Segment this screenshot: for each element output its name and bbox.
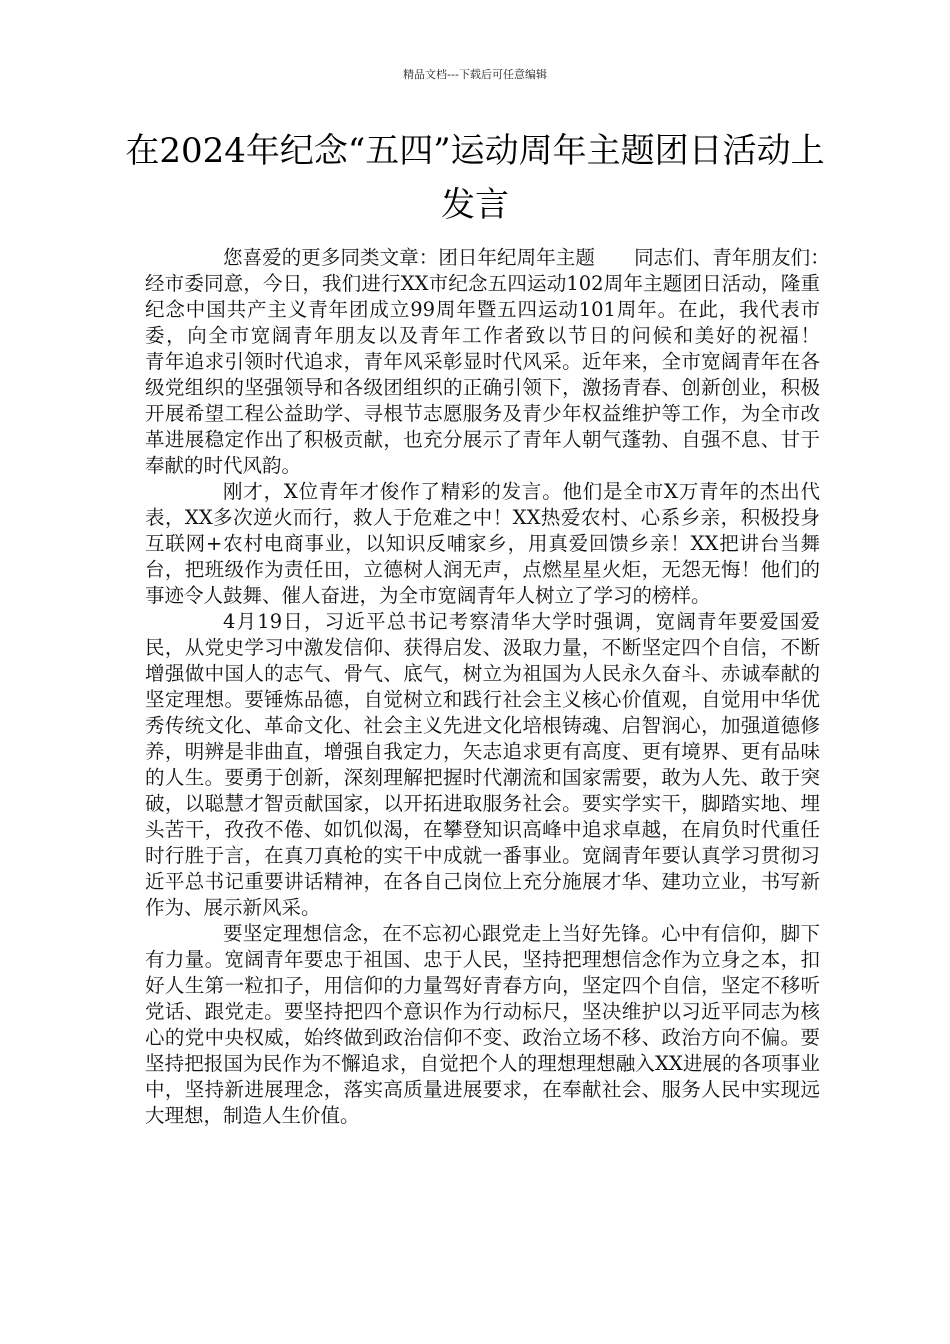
paragraph: 刚才，X位青年才俊作了精彩的发言。他们是全市X万青年的杰出代表，XX多次逆火而行，救人于危难之中！XX热爱农村、心系乡亲，积极投身互联网+农村电商事业，以知识反哺家乡，用真爱回馈乡亲！XX把讲台当舞台，把班级作为责任田，立德树人润无声，点燃星星火炬，无怨无悔！他们的事迹令人鼓舞、催人奋进，为全市宽阔青年人树立了学习的榜样。 [145,480,820,607]
paragraph: 要坚定理想信念，在不忘初心跟党走上当好先锋。心中有信仰，脚下有力量。宽阔青年要忠于祖国、忠于人民，坚持把理想信念作为立身之本，扣好人生第一粒扣子，用信仰的力量驾好青春方向，坚定四个自信，坚定不移听党话、跟党走。要坚持把四个意识作为行动标尺，坚决维护以习近平同志为核心的党中央权威，始终做到政治信仰不变、政治立场不移、政治方向不偏。要坚持把报国为民作为不懈追求，自觉把个人的理想理想融入XX进展的各项事业中，坚持新进展理念，落实高质量进展要求，在奉献社会、服务人民中实现远大理想，制造人生价值。 [145,922,820,1127]
document-title: 在2024年纪念“五四”运动周年主题团日活动上发言 [125,131,825,225]
page-header: 精品文档---下载后可任意编辑 [403,68,547,81]
paragraph: 4月19日，习近平总书记考察清华大学时强调，宽阔青年要爱国爱民，从党史学习中激发信仰、获得启发、汲取力量，不断坚定四个自信，不断增强做中国人的志气、骨气、底气，树立为祖国为人民永久奋斗、赤诚奉献的坚定理想。要锤炼品德，自觉树立和践行社会主义核心价值观，自觉用中华优秀传统文化、革命文化、社会主义先进文化培根铸魂、启智润心，加强道德修养，明辨是非曲直，增强自我定力，矢志追求更有高度、更有境界、更有品味的人生。要勇于创新，深刻理解把握时代潮流和国家需要，敢为人先、敢于突破，以聪慧才智贡献国家，以开拓进取服务社会。要实学实干，脚踏实地、埋头苦干，孜孜不倦、如饥似渴，在攀登知识高峰中追求卓越，在肩负时代重任时行胜于言，在真刀真枪的实干中成就一番事业。宽阔青年要认真学习贯彻习近平总书记重要讲话精神，在各自己岗位上充分施展才华、建功立业，书写新作为、展示新风采。 [145,610,820,919]
document-body [145,245,860,1129]
paragraph: 您喜爱的更多同类文章：团日年纪周年主题 同志们、青年朋友们： 经市委同意，今日，我们进行XX市纪念五四运动102周年主题团日活动，隆重纪念中国共产主义青年团成立99周年暨五四运动101周年。在此，我代表市委，向全市宽阔青年朋友以及青年工作者致以节日的问候和美好的祝福！ 青年追求引领时代追求，青年风采彰显时代风采。近年来，全市宽阔青年在各级党组织的坚强领导和各级团组织的正确引领下，激扬青春、创新创业，积极开展希望工程公益助学、寻根节志愿服务及青少年权益维护等工作，为全市改革进展稳定作出了积极贡献，也充分展示了青年人朝气蓬勃、自强不息、甘于奉献的时代风韵。 [145,246,860,477]
